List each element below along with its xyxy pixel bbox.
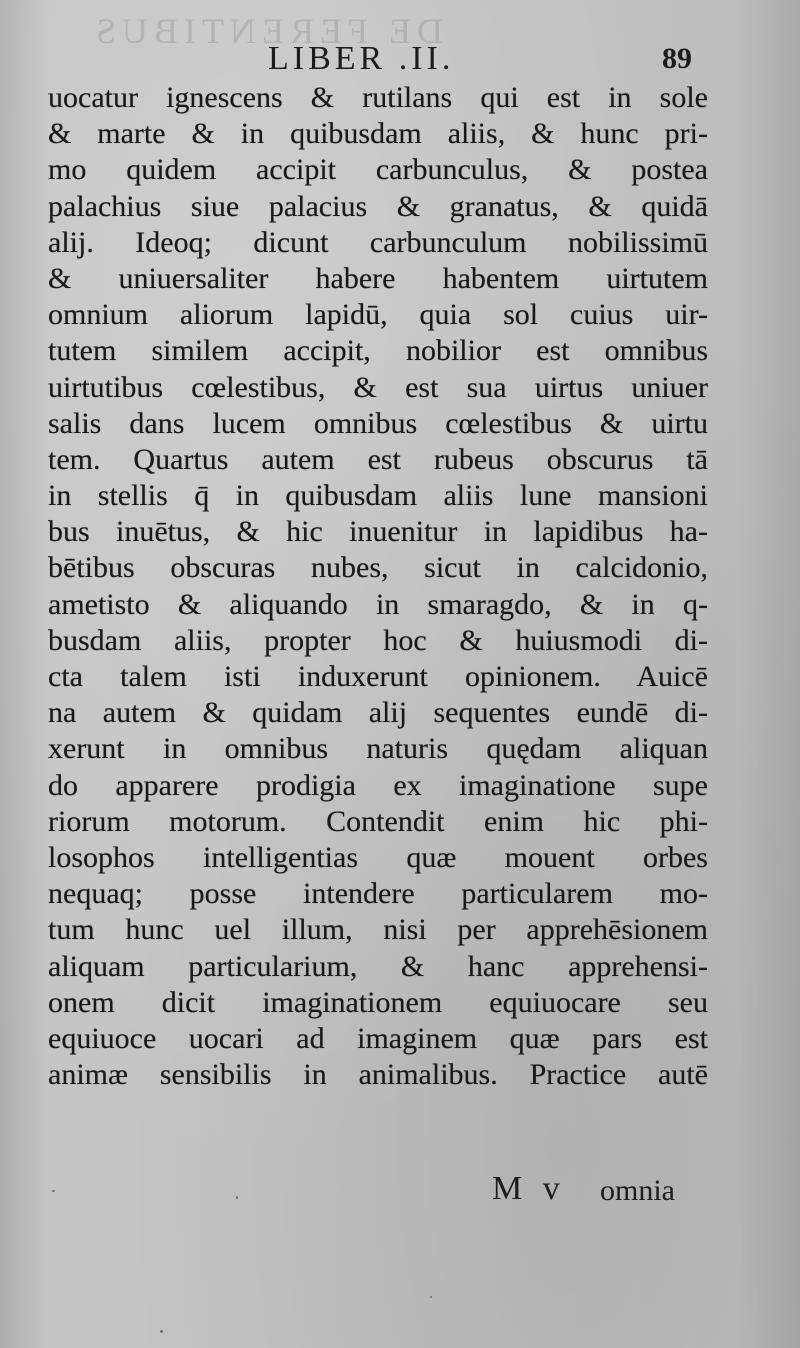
text-line: nequaq; posse intendere particularem mo- [48, 877, 708, 911]
running-title: LIBER .II. [268, 40, 455, 77]
ink-speck [52, 1190, 55, 1192]
text-block [48, 80, 708, 1093]
text-line: bus inuētus, & hic inuenitur in lapidibus ha- [48, 515, 708, 549]
text-line: uirtutibus cœlestibus, & est sua uirtus uniuer [48, 370, 708, 404]
text-line: equiuoce uocari ad imaginem quæ pars est [48, 1021, 708, 1055]
text-line: aliquam particularium, & hanc apprehensi- [48, 949, 708, 983]
text-line: & uniuersaliter habere habentem uirtutem [48, 261, 708, 295]
page-footer [0, 1170, 800, 1210]
text-line: in stellis q̄ in quibusdam aliis lune mansioni [48, 479, 708, 513]
text-line: tutem similem accipit, nobilior est omnibus [48, 334, 708, 368]
text-line: palachius siue palacius & granatus, & quidā [48, 189, 708, 223]
text-line: alij. Ideoq; dicunt carbunculum nobilissimū [48, 225, 708, 259]
text-line: xerunt in omnibus naturis quędam aliquan [48, 732, 708, 766]
show-through-text: DE FERENTIBUS [90, 11, 444, 51]
text-line: riorum motorum. Contendit enim hic phi- [48, 804, 708, 838]
text-line: tem. Quartus autem est rubeus obscurus tā [48, 442, 708, 476]
text-line: mo quidem accipit carbunculus, & postea [48, 153, 708, 187]
text-line: onem dicit imaginationem equiuocare seu [48, 985, 708, 1019]
text-line: omnium aliorum lapidū, quia sol cuius uir- [48, 298, 708, 332]
text-line: do apparere prodigia ex imaginatione supe [48, 768, 708, 802]
text-line: ametisto & aliquando in smaragdo, & in q- [48, 587, 708, 621]
folio-number: 89 [662, 42, 692, 75]
ink-speck [430, 1296, 432, 1298]
text-line: animæ sensibilis in animalibus. Practice autē [48, 1058, 708, 1092]
ink-speck [236, 1196, 238, 1199]
text-line: cta talem isti induxerunt opinionem. Auicē [48, 660, 708, 693]
signature-mark: M v [492, 1170, 566, 1207]
catchword: omnia [600, 1174, 675, 1207]
text-line: & marte & in quibusdam aliis, & hunc pri- [48, 117, 708, 151]
text-line: salis dans lucem omnibus cœlestibus & uirtu [48, 406, 708, 440]
text-line: uocatur ignescens & rutilans qui est in sole [48, 81, 708, 114]
text-line: bētibus obscuras nubes, sicut in calcidonio, [48, 551, 708, 585]
text-line: na autem & quidam alij sequentes eundē di- [48, 696, 708, 730]
text-line: busdam aliis, propter hoc & huiusmodi di- [48, 623, 708, 657]
text-line: losophos intelligentias quæ mouent orbes [48, 840, 708, 874]
ink-speck [160, 1330, 163, 1333]
text-line: tum hunc uel illum, nisi per apprehēsionem [48, 913, 708, 947]
